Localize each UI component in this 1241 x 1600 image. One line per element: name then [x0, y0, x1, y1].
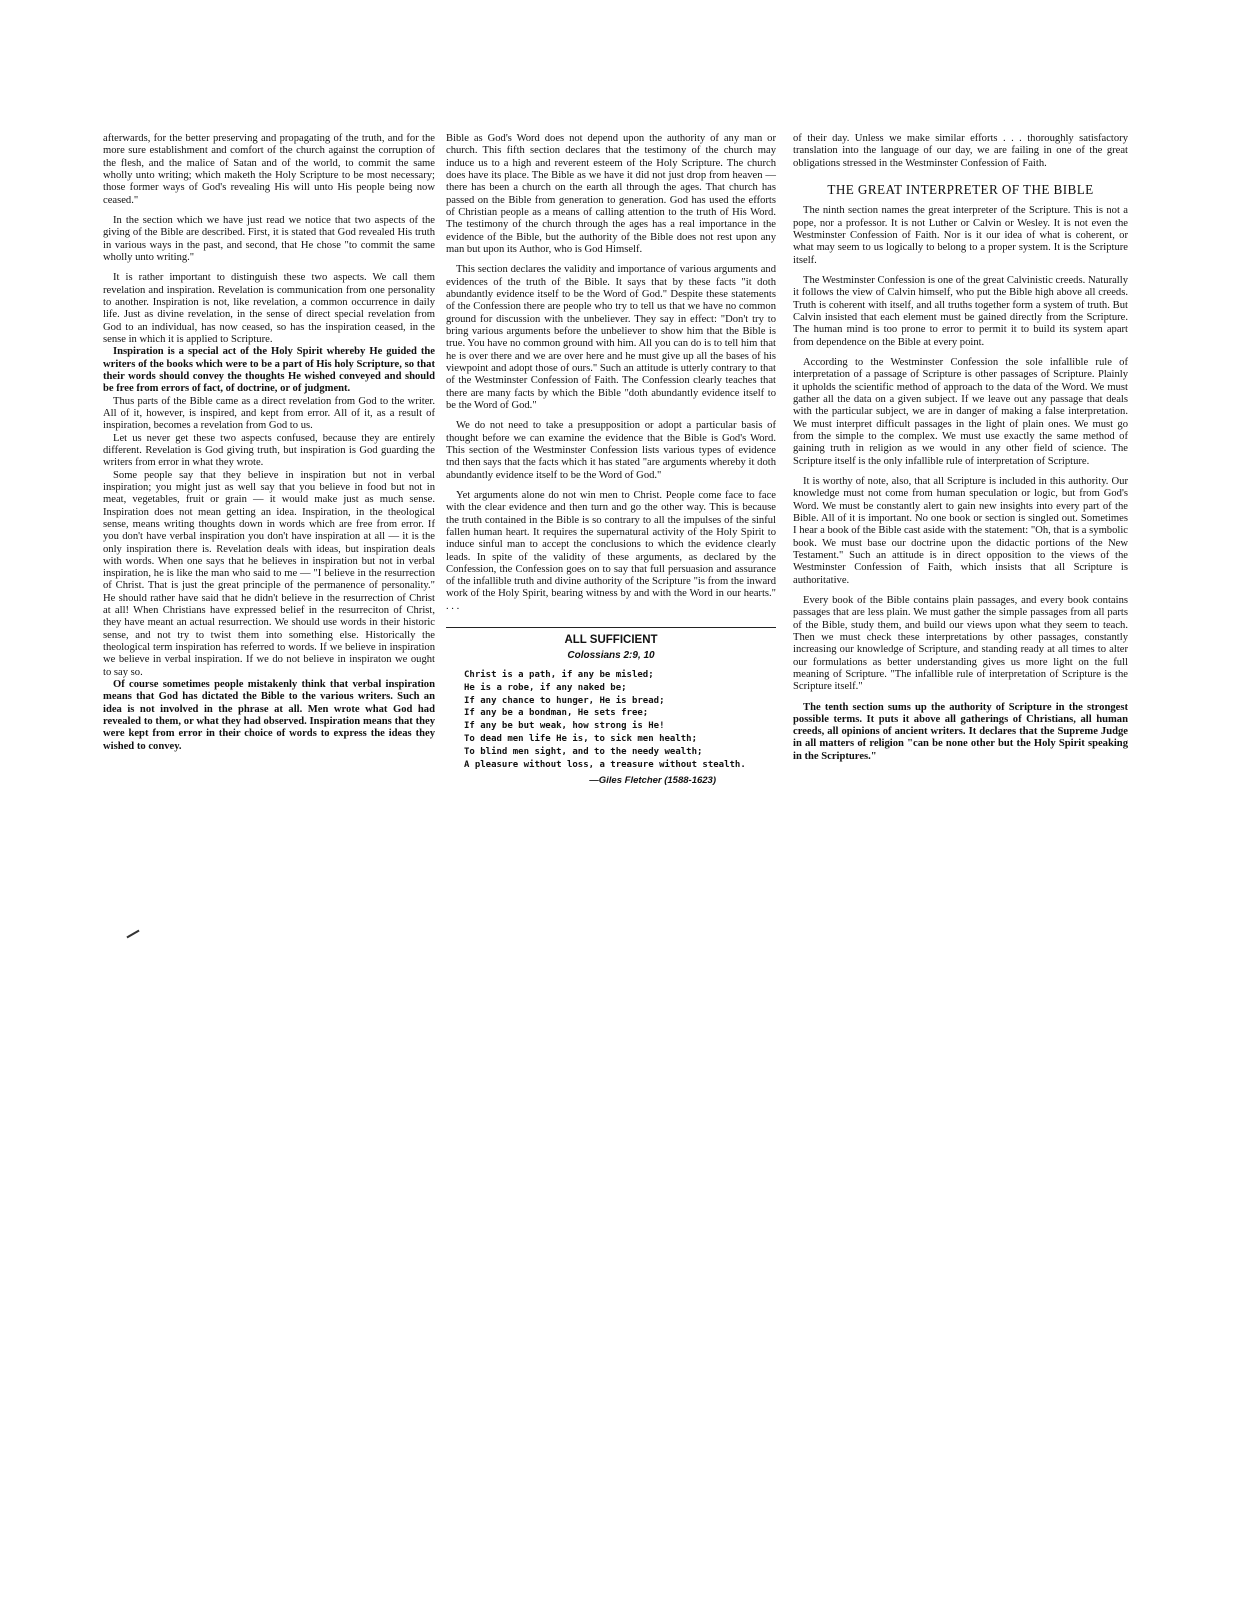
paragraph: Yet arguments alone do not win men to Christ. People come face to face with the clear evidence and then turn and go the other way. This is because the truth contained in the Bible is so contrary to all the impulses of the sinful fallen human heart. It requires the supernatural activity of the Holy Spirit to induce sinful man to accept the conclusions to which the evidence clearly leads. In spite of the validity of these arguments, as declared by the Confession, the Confession goes on to say that full persuasion and assurance of the infallible truth and divine authority of the Scripture "is from the inward work of the Holy Spirit, bearing witness by and with the Word in our hearts." . . . [446, 489, 776, 612]
paragraph: According to the Westminster Confession the sole infallible rule of interpretation of a passage of Scripture is other passages of Scripture. Plainly it upholds the scientific method of approach to the data of the Word. We must gather all the data on a given subject. If we leave out any passage that deals with the particular subject, we are in danger of making a false interpretation. We must interpret difficult passages in the light of plain ones. We must go from the simple to the complex. We must use exactly the same method of gaining truth in religion as we would in any other field of science. The Scripture itself is the only infallible rule of interpretation of Scripture. [793, 356, 1128, 467]
poem-line: To dead men life He is, to sick men health; [464, 734, 697, 744]
paragraph: Some people say that they believe in inspiration but not in verbal inspiration; you might just as well say that you believe in food but not in meat, vegetables, fruit or grain — it would make just as much sense. Inspiration does not mean getting an idea. Inspiration, in the theological sense, means writing thoughts down in words which are free from error. If you don't have verbal inspiration you don't have inspiration at all — it is the only inspiration there is. Revelation deals with ideas, but inspiration deals with words. When one says that he believes in inspiration but not in verbal inspiration, he is like the man who said to me — "I believe in the resurrection of Christ. That is just the great principle of the permanence of personality." He should rather have said that he didn't believe in the resurrection of Christ at all! When Christians have expressed belief in the resurreciton of Christ, they have meant an actual resurrection. We should use words in their historic sense, and not try to twist them into something else. Historically the theological term inspiration has referred to words. If we believe in inspiration we believe in verbal inspiration. If we do not believe in inspiraton we ought to say so. [103, 469, 435, 678]
poem-box [446, 627, 776, 786]
paragraph: Let us never get these two aspects confused, because they are entirely different. Revelation is God giving truth, but inspiration is God guarding the writers from error in what they wrote. [103, 432, 435, 469]
poem-line: If any chance to hunger, He is bread; [464, 695, 665, 706]
paragraph: afterwards, for the better preserving and propagating of the truth, and for the more sure establishment and comfort of the church against the corruption of the flesh, and the malice of Satan and of the world, to commit the same wholly unto writing; which maketh the Holy Scripture to be most necessary; those former ways of God's revealing His will unto His people being now ceased." [103, 133, 435, 206]
article-column-1 [103, 133, 435, 753]
paragraph: It is worthy of note, also, that all Scripture is included in this authority. Our knowledge must not come from human speculation or logic, but from God's Word. We must be constantly alert to gain new insights into every part of the Bible. All of it is important. No one book or section is singled out. Sometimes I hear a book of the Bible cast aside with the statement: "Oh, that is a symbolic book. We must base our doctrine upon the didactic portions of the New Testament." Such an attitude is in direct opposition to the views of the Westminster Confession of Faith, which insists that all Scripture is authoritative. [793, 475, 1128, 586]
paragraph: Inspiration is a special act of the Holy Spirit whereby He guided the writers of the books which were to be a part of His holy Scripture, so that their words should convey the thoughts He wished conveyed and should be free from errors of fact, of doctrine, or of judgment. [103, 346, 435, 395]
pen-mark [126, 930, 139, 939]
poem-line: He is a robe, if any naked be; [464, 682, 627, 693]
paragraph: Every book of the Bible contains plain passages, and every book contains passages that are less plain. We must gather the simple passages from all parts of the Bible, study them, and build our views upon what they seem to teach. Then we must check these interpretations by other passages, constantly increasing our knowledge of Scripture, and standing ready at all times to alter our formulations as better understanding gives us more light on the full meaning of Scripture. "The infallible rule of interpretation of Scripture is the Scripture itself." [793, 594, 1128, 693]
paragraph: It is rather important to distinguish these two aspects. We call them revelation and inspiration. Revelation is communication from one personality to another. Inspiration is not, like revelation, a common occurrence in daily life. Just as divine revelation, in the sense of direct special revelation from God to an individual, has now ceased, so has the inspiration ceased, in the sense in which it is applied to Scripture. [103, 272, 435, 345]
paragraph: The ninth section names the great interpreter of the Scripture. This is not a pope, nor a professor. It is not Luther or Calvin or Wesley. It is not even the Westminster Confession of Faith. Nor is it our idea of what is coherent, or what may seem to us logically to belong to a proper system. It is the Scripture itself. [793, 205, 1128, 266]
poem-line: A pleasure without loss, a treasure without stealth. [464, 759, 746, 770]
poem-author: —Giles Fletcher (1588-1623) [589, 775, 716, 787]
paragraph: Of course sometimes people mistakenly think that verbal inspiration means that God has dictated the Bible to the various writers. Such an idea is not involved in the phrase at all. Men wrote what God had revealed to them, or what they had observed. Inspiration means that they were kept from error in their choice of words to express the ideas they wished to convey. [103, 679, 435, 752]
paragraph: The Westminster Confession is one of the great Calvinistic creeds. Naturally it follows the view of Calvin himself, who put the Bible high above all creeds. Truth is coherent with itself, and all truths together form a system of truth. But Calvin insisted that each element must be gained directly from the Scripture. The human mind is too prone to error to permit it to build its system apart from dependence on the Bible at every point. [793, 275, 1128, 348]
paragraph: We do not need to take a presupposition or adopt a particular basis of thought before we can examine the evidence that the Bible is God's Word. This section of the Westminster Confession lists various types of evidence tnd then says that the facts which it has stated "are arguments whereby it doth abundantly evidence itself to be the Word of God." [446, 420, 776, 481]
paragraph: This section declares the validity and importance of various arguments and evidences of the truth of the Bible. It says that by these facts "it doth abundantly evidence itself to be the Word of God." Despite these statements of the Confession there are people who try to tell us that we have no common ground for discussion with the unbeliever. They say in effect: "Don't try to bring various arguments before the unbeliever to show him that the Bible is true. You have no common ground with him. All you can do is to tell him that he is over there and we are over here and he must give up all the bases of his viewpoint and adopt those of ours." Such an attitude is utterly contrary to that of the Westminster Confession of Faith. The Confession clearly teaches that there are many facts by which the Bible "doth abundantly evidence itself to be the Word of God." [446, 264, 776, 411]
paragraph: Bible as God's Word does not depend upon the authority of any man or church. This fifth section declares that the testimony of the church may induce us to a high and reverent esteem of the Holy Scripture. The church does have its place. The Bible as we have it did not just drop from heaven — there has been a church on the earth all through the ages. That church has passed on the Bible from generation to generation. God has used the efforts of Christian people as a means of calling attention to the truth of His Word. The testimony of the church through the ages has a real importance in the evidence of the Bible, but the authority of the Bible does not rest upon any man but upon its Author, who is God Himself. [446, 133, 776, 255]
poem-reference: Colossians 2:9, 10 [567, 649, 655, 661]
paragraph: The tenth section sums up the authority of Scripture in the strongest possible terms. It puts it above all gatherings of Christians, all human creeds, all opinions of ancient writers. It declares that the Supreme Judge in all matters of religion "can be none other but the Holy Spirit speaking in the Scriptures." [793, 701, 1128, 762]
poem-line: Christ is a path, if any be misled; [464, 670, 654, 681]
paragraph: of their day. Unless we make similar efforts . . . thoroughly satisfactory translation into the language of our day, we are failing in one of the great obligations stressed in the Westminster Confession of Faith. [793, 133, 1128, 169]
paragraph: Thus parts of the Bible came as a direct revelation from God to the writer. All of it, however, is inspired, and kept from error. All of it, as a result of inspiration, becomes a revelation from God to us. [103, 395, 435, 432]
article-column-3 [793, 133, 1128, 763]
poem-line: To blind men sight, and to the needy wealth; [464, 746, 703, 757]
poem-lines [464, 669, 776, 771]
poem-line: If any be but weak, how strong is He! [464, 721, 665, 732]
section-heading: THE GREAT INTERPRETER OF THE BIBLE [827, 181, 1094, 197]
poem-title: ALL SUFFICIENT [446, 627, 776, 647]
poem-line: If any be a bondman, He sets free; [464, 708, 649, 719]
paragraph: In the section which we have just read we notice that two aspects of the giving of the Bible are described. First, it is stated that God revealed His truth in various ways in the past, and second, that He chose "to commit the same wholly unto writing." [103, 214, 435, 263]
article-column-2 [446, 133, 776, 786]
